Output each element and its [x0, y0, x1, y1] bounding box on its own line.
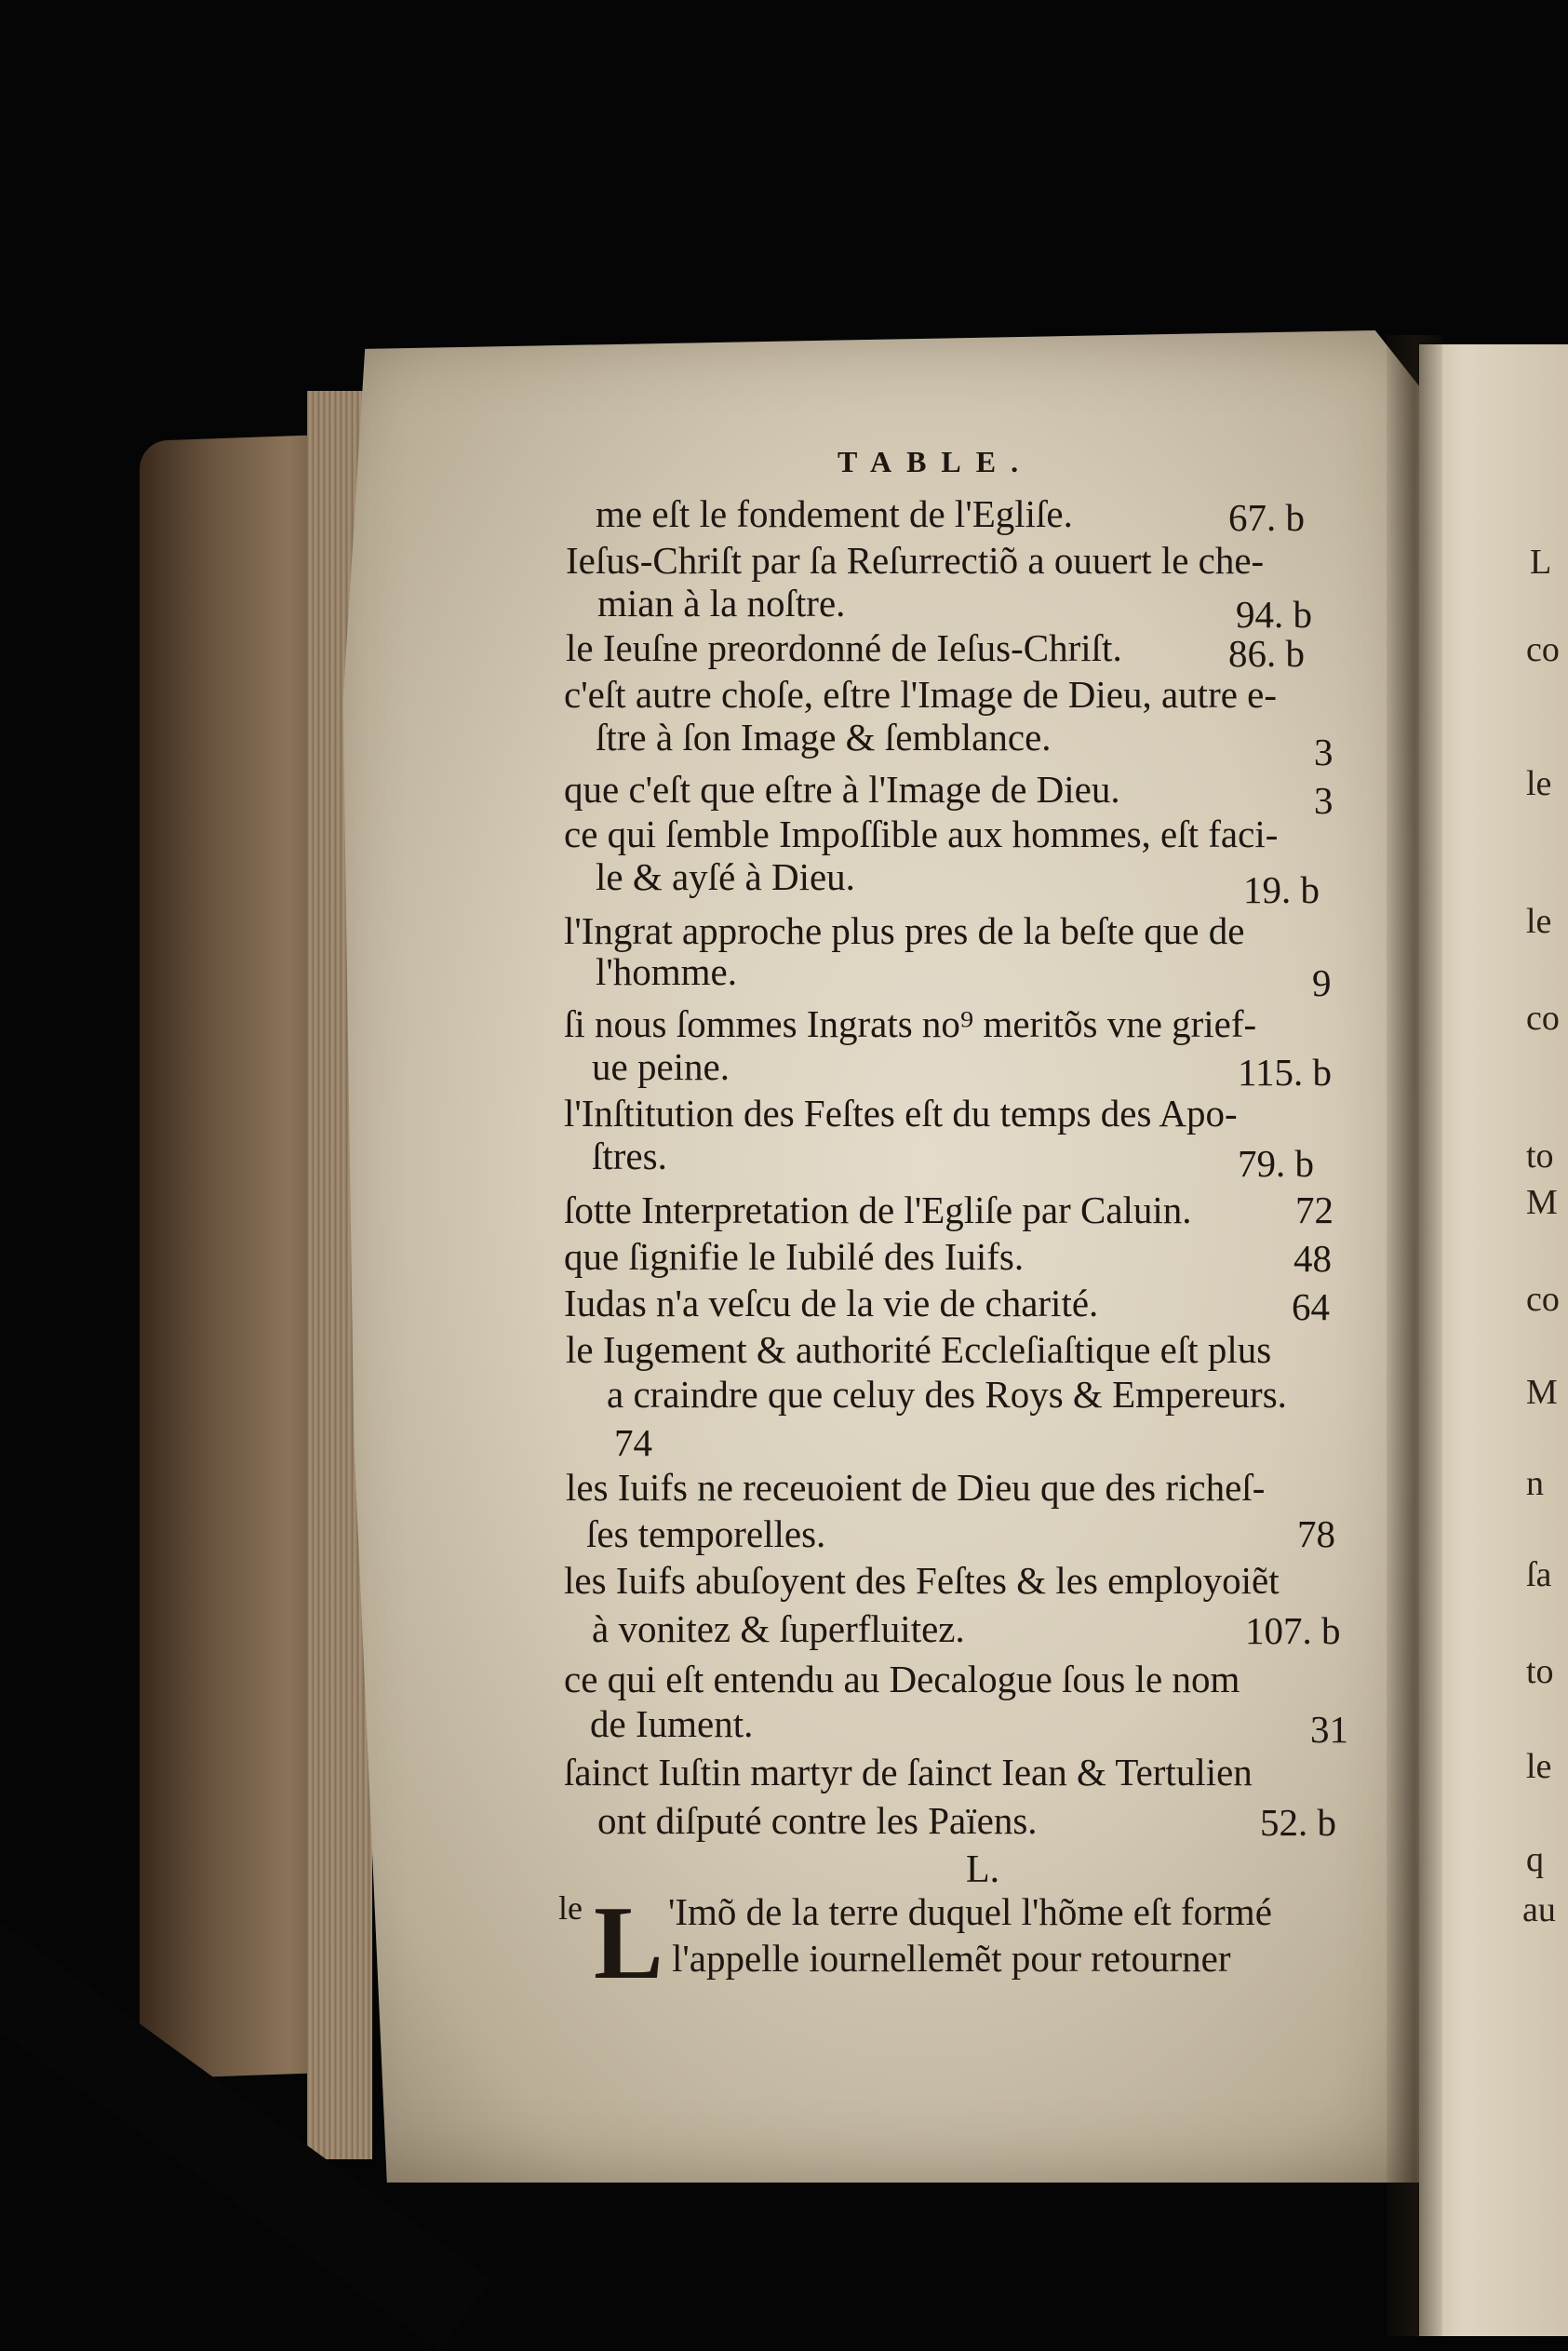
entry-page: 48 [1293, 1237, 1332, 1280]
facing-fragment: to [1526, 1652, 1554, 1691]
entry-page: 107. b [1245, 1609, 1341, 1652]
entry-text: mian à la noſtre. [597, 582, 846, 625]
entry-text: ſes temporelles. [586, 1512, 826, 1555]
entry-text: le & ayſé à Dieu. [596, 855, 855, 898]
entry-text: c'eſt autre choſe, eſtre l'Image de Dieu, autre e- [564, 673, 1278, 716]
final-prefix: le [558, 1889, 583, 1927]
entry-page: 31 [1310, 1708, 1348, 1751]
facing-fragment: L [1530, 543, 1552, 582]
entry-page: 79. b [1238, 1142, 1314, 1185]
entry-text: 74 [614, 1421, 652, 1464]
entry-text: ſi nous ſommes Ingrats no⁹ meritõs vne grief- [564, 1002, 1257, 1045]
entry-text: ſtres. [592, 1135, 667, 1177]
facing-fragment: co [1526, 999, 1560, 1038]
entry-page: 3 [1314, 779, 1333, 822]
entry-page: 72 [1295, 1189, 1333, 1231]
entry-text: le Iugement & authorité Eccleſiaſtique eſt plus [566, 1328, 1272, 1371]
entry-text: ſainct Iuſtin martyr de ſainct Iean & Tertulien [564, 1751, 1253, 1793]
entry-text: Ieſus-Chriſt par ſa Reſurrectiõ a ouuert le che- [566, 539, 1265, 582]
final-line-2: l'appelle iournellemẽt pour retourner [672, 1937, 1231, 1980]
entry-page: 67. b [1228, 496, 1305, 539]
entry-text: ue peine. [592, 1045, 730, 1088]
entry-text: ſtre à ſon Image & ſemblance. [596, 716, 1052, 759]
entry-text: ce qui eſt entendu au Decalogue ſous le nom [564, 1658, 1240, 1700]
facing-fragment: au [1522, 1890, 1556, 1929]
drop-capital: L [594, 1886, 663, 2001]
facing-fragment: co [1526, 630, 1560, 669]
entry-page: 3 [1314, 731, 1333, 773]
entry-text: ſotte Interpretation de l'Egliſe par Caluin. [564, 1189, 1192, 1231]
entry-text: que c'eſt que eſtre à l'Image de Dieu. [564, 768, 1120, 811]
entry-text: Iudas n'a veſcu de la vie de charité. [564, 1282, 1099, 1324]
entry-page: 19. b [1243, 868, 1320, 911]
facing-fragment: n [1526, 1464, 1544, 1503]
facing-fragment: le [1526, 902, 1552, 941]
entry-text: me eſt le fondement de l'Egliſe. [596, 492, 1073, 535]
entry-text: a craindre que celuy des Roys & Empereurs. [607, 1373, 1287, 1416]
entry-text: le Ieuſne preordonné de Ieſus-Chriſt. [566, 626, 1122, 669]
entry-page: 115. b [1238, 1051, 1332, 1094]
facing-fragment: to [1526, 1136, 1554, 1176]
facing-fragment: M [1526, 1373, 1558, 1412]
entry-text: l'Inſtitution des Feſtes eſt du temps des Apo- [564, 1092, 1238, 1135]
entry-page: 64 [1292, 1285, 1330, 1328]
facing-fragment: le [1526, 764, 1552, 803]
entry-text: l'Ingrat approche plus pres de la beſte que de [564, 909, 1245, 952]
entry-text: les Iuifs ne receuoient de Dieu que des richeſ- [566, 1466, 1266, 1509]
entry-page: 86. b [1228, 632, 1305, 675]
entry-text: les Iuifs abuſoyent des Feſtes & les employoiẽt [564, 1559, 1280, 1602]
entry-page: 78 [1297, 1512, 1335, 1555]
facing-fragment: co [1526, 1280, 1560, 1319]
running-header: TABLE. [838, 445, 1034, 478]
entry-text: à vonitez & ſuperfluitez. [592, 1607, 965, 1650]
entry-page: 52. b [1260, 1801, 1336, 1844]
facing-fragment: q [1526, 1840, 1544, 1879]
entry-text: ont diſputé contre les Païens. [597, 1799, 1038, 1842]
final-line-1: 'Imõ de la terre duquel l'hõme eſt formé [668, 1890, 1272, 1933]
entry-text: ce qui ſemble Impoſſible aux hommes, eſt faci- [564, 813, 1279, 855]
entry-text: l'homme. [596, 950, 738, 993]
facing-fragment: le [1526, 1747, 1552, 1786]
entry-text: de Iument. [590, 1702, 754, 1745]
entry-page: 94. b [1236, 593, 1312, 636]
facing-fragment: ſa [1526, 1555, 1552, 1594]
section-letter: L. [966, 1848, 1000, 1891]
entry-page: 9 [1312, 961, 1332, 1004]
facing-fragment: M [1526, 1183, 1558, 1222]
entry-text: que ſignifie le Iubilé des Iuifs. [564, 1235, 1025, 1278]
